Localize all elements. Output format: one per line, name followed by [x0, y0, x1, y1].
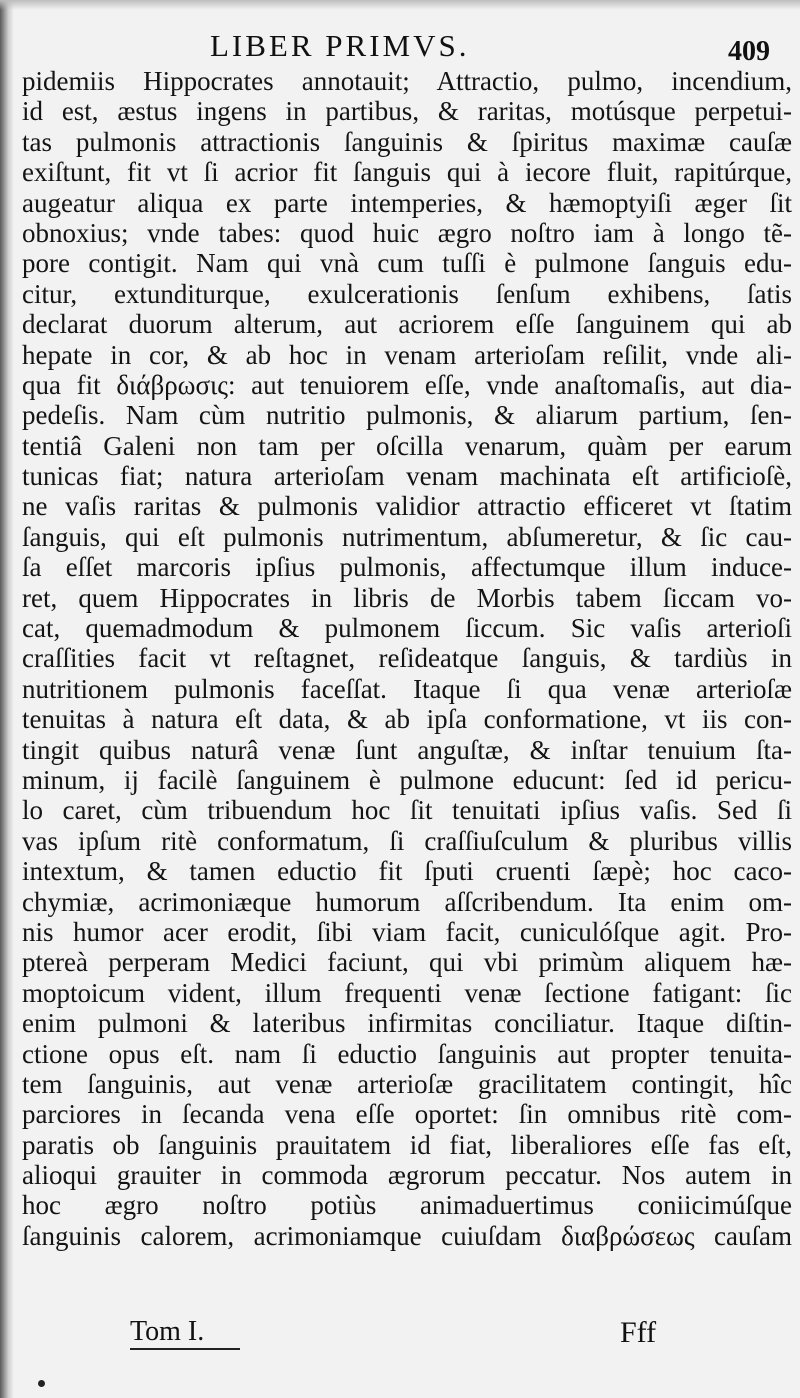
text-line: enim pulmoni & lateribus infirmitas conciliatur. Itaque diſtin- — [22, 1008, 792, 1039]
volume-underline — [130, 1348, 240, 1350]
text-line: exiſtunt, fit vt ſi acrior fit ſanguis qui à iecore fluit, rapitúrque, — [22, 157, 792, 188]
page-top-shadow — [0, 0, 800, 10]
page-number: 409 — [728, 36, 770, 67]
text-line: ptereà perperam Medici faciunt, qui vbi primùm aliquem hæ- — [22, 947, 792, 978]
text-line: pidemiis Hippocrates annotauit; Attractio, pulmo, incendium, — [22, 66, 792, 96]
text-line: tas pulmonis attractionis ſanguinis & ſpiritus maximæ cauſæ — [22, 126, 792, 157]
text-line: moptoicum vident, illum frequenti venæ ſectione fatigant: ſic — [22, 977, 792, 1008]
text-line: lo caret, cùm tribuendum hoc ſit tenuitati ipſius vaſis. Sed ſi — [22, 795, 792, 826]
text-line: ctione opus eſt. nam ſi eductio ſanguinis aut propter tenuita- — [22, 1038, 792, 1069]
text-line: nis humor acer erodit, ſibi viam facit, cuniculóſque agit. Pro- — [22, 916, 792, 947]
text-line: tentiâ Galeni non tam per oſcilla venarum, quàm per earum — [22, 430, 792, 461]
text-line: craſſities facit vt reſtagnet, reſideatque ſanguis, & tardiùs in — [22, 643, 792, 674]
text-line: chymiæ, acrimoniæque humorum aſſcribendum. Ita enim om- — [22, 886, 792, 917]
text-line: tunicas fiat; natura arterioſam venam machinata eſt artificioſè, — [22, 461, 792, 492]
text-line: pore contigit. Nam qui vnà cum tuſſi è pulmone ſanguis edu- — [22, 248, 792, 279]
running-title: LIBER PRIMVS. — [210, 28, 470, 63]
signature-mark: Fff — [620, 1316, 657, 1349]
page-footer — [20, 1316, 780, 1356]
text-line: ſanguinis calorem, acrimoniamque cuiuſdam διαβρώσεως cauſam — [22, 1220, 792, 1251]
text-line: parciores in ſecanda vena eſſe oportet: ſin omnibus ritè com- — [22, 1099, 792, 1130]
text-line: cat, quemadmodum & pulmonem ſiccum. Sic vaſis arterioſi — [22, 613, 792, 644]
text-line: citur, extunditurque, exulcerationis ſenſum exhibens, ſatis — [22, 278, 792, 309]
text-line: qua fit διάβρωσις: aut tenuiorem eſſe, vnde anaſtomaſis, aut dia- — [22, 369, 792, 400]
text-line: paratis ob ſanguinis prauitatem id fiat, liberaliores eſſe fas eſt, — [22, 1129, 792, 1160]
text-line: pedeſis. Nam cùm nutritio pulmonis, & aliarum partium, ſen- — [22, 400, 792, 431]
text-line: declarat duorum alterum, aut acriorem eſſe ſanguinem qui ab — [22, 309, 792, 340]
text-line: alioqui grauiter in commoda ægrorum peccatur. Nos autem in — [22, 1160, 792, 1191]
text-line: ſa eſſet marcoris ipſius pulmonis, affectumque illum induce- — [22, 552, 792, 583]
text-line: hoc ægro noſtro potiùs animaduertimus coniicimúſque — [22, 1190, 792, 1221]
body-text — [22, 66, 792, 1251]
page-gutter-shadow — [0, 0, 14, 1398]
text-line: id est, æstus ingens in partibus, & raritas, motúsque perpetui- — [22, 96, 792, 127]
text-line: tingit quibus naturâ venæ ſunt anguſtæ, & inſtar tenuium ſta- — [22, 734, 792, 765]
text-line: hepate in cor, & ab hoc in venam arterioſam reſilit, vnde ali- — [22, 339, 792, 370]
text-line: obnoxius; vnde tabes: quod huic ægro noſtro iam à longo tẽ- — [22, 217, 792, 248]
text-line: tem ſanguinis, aut venæ arterioſæ gracilitatem contingit, hîc — [22, 1068, 792, 1099]
text-line: ſanguis, qui eſt pulmonis nutrimentum, abſumeretur, & ſic cau- — [22, 521, 792, 552]
text-line: ret, quem Hippocrates in libris de Morbis tabem ſiccam vo- — [22, 582, 792, 613]
ink-speck — [38, 1380, 45, 1387]
text-line: ne vaſis raritas & pulmonis validior attractio efficeret vt ſtatim — [22, 491, 792, 522]
volume-marker: Tom I. — [130, 1316, 205, 1347]
text-line: augeatur aliqua ex parte intemperies, & hæmoptyiſi æger ſit — [22, 187, 792, 218]
page-header — [20, 24, 780, 68]
text-line: nutritionem pulmonis faceſſat. Itaque ſi qua venæ arterioſæ — [22, 673, 792, 704]
text-line: intextum, & tamen eductio fit ſputi cruenti ſæpè; hoc caco- — [22, 856, 792, 887]
text-line: vas ipſum ritè conformatum, ſi craſſiuſculum & pluribus villis — [22, 825, 792, 856]
text-line: minum, ij facilè ſanguinem è pulmone educunt: ſed id pericu- — [22, 764, 792, 795]
text-line: tenuitas à natura eſt data, & ab ipſa conformatione, vt iis con- — [22, 704, 792, 735]
